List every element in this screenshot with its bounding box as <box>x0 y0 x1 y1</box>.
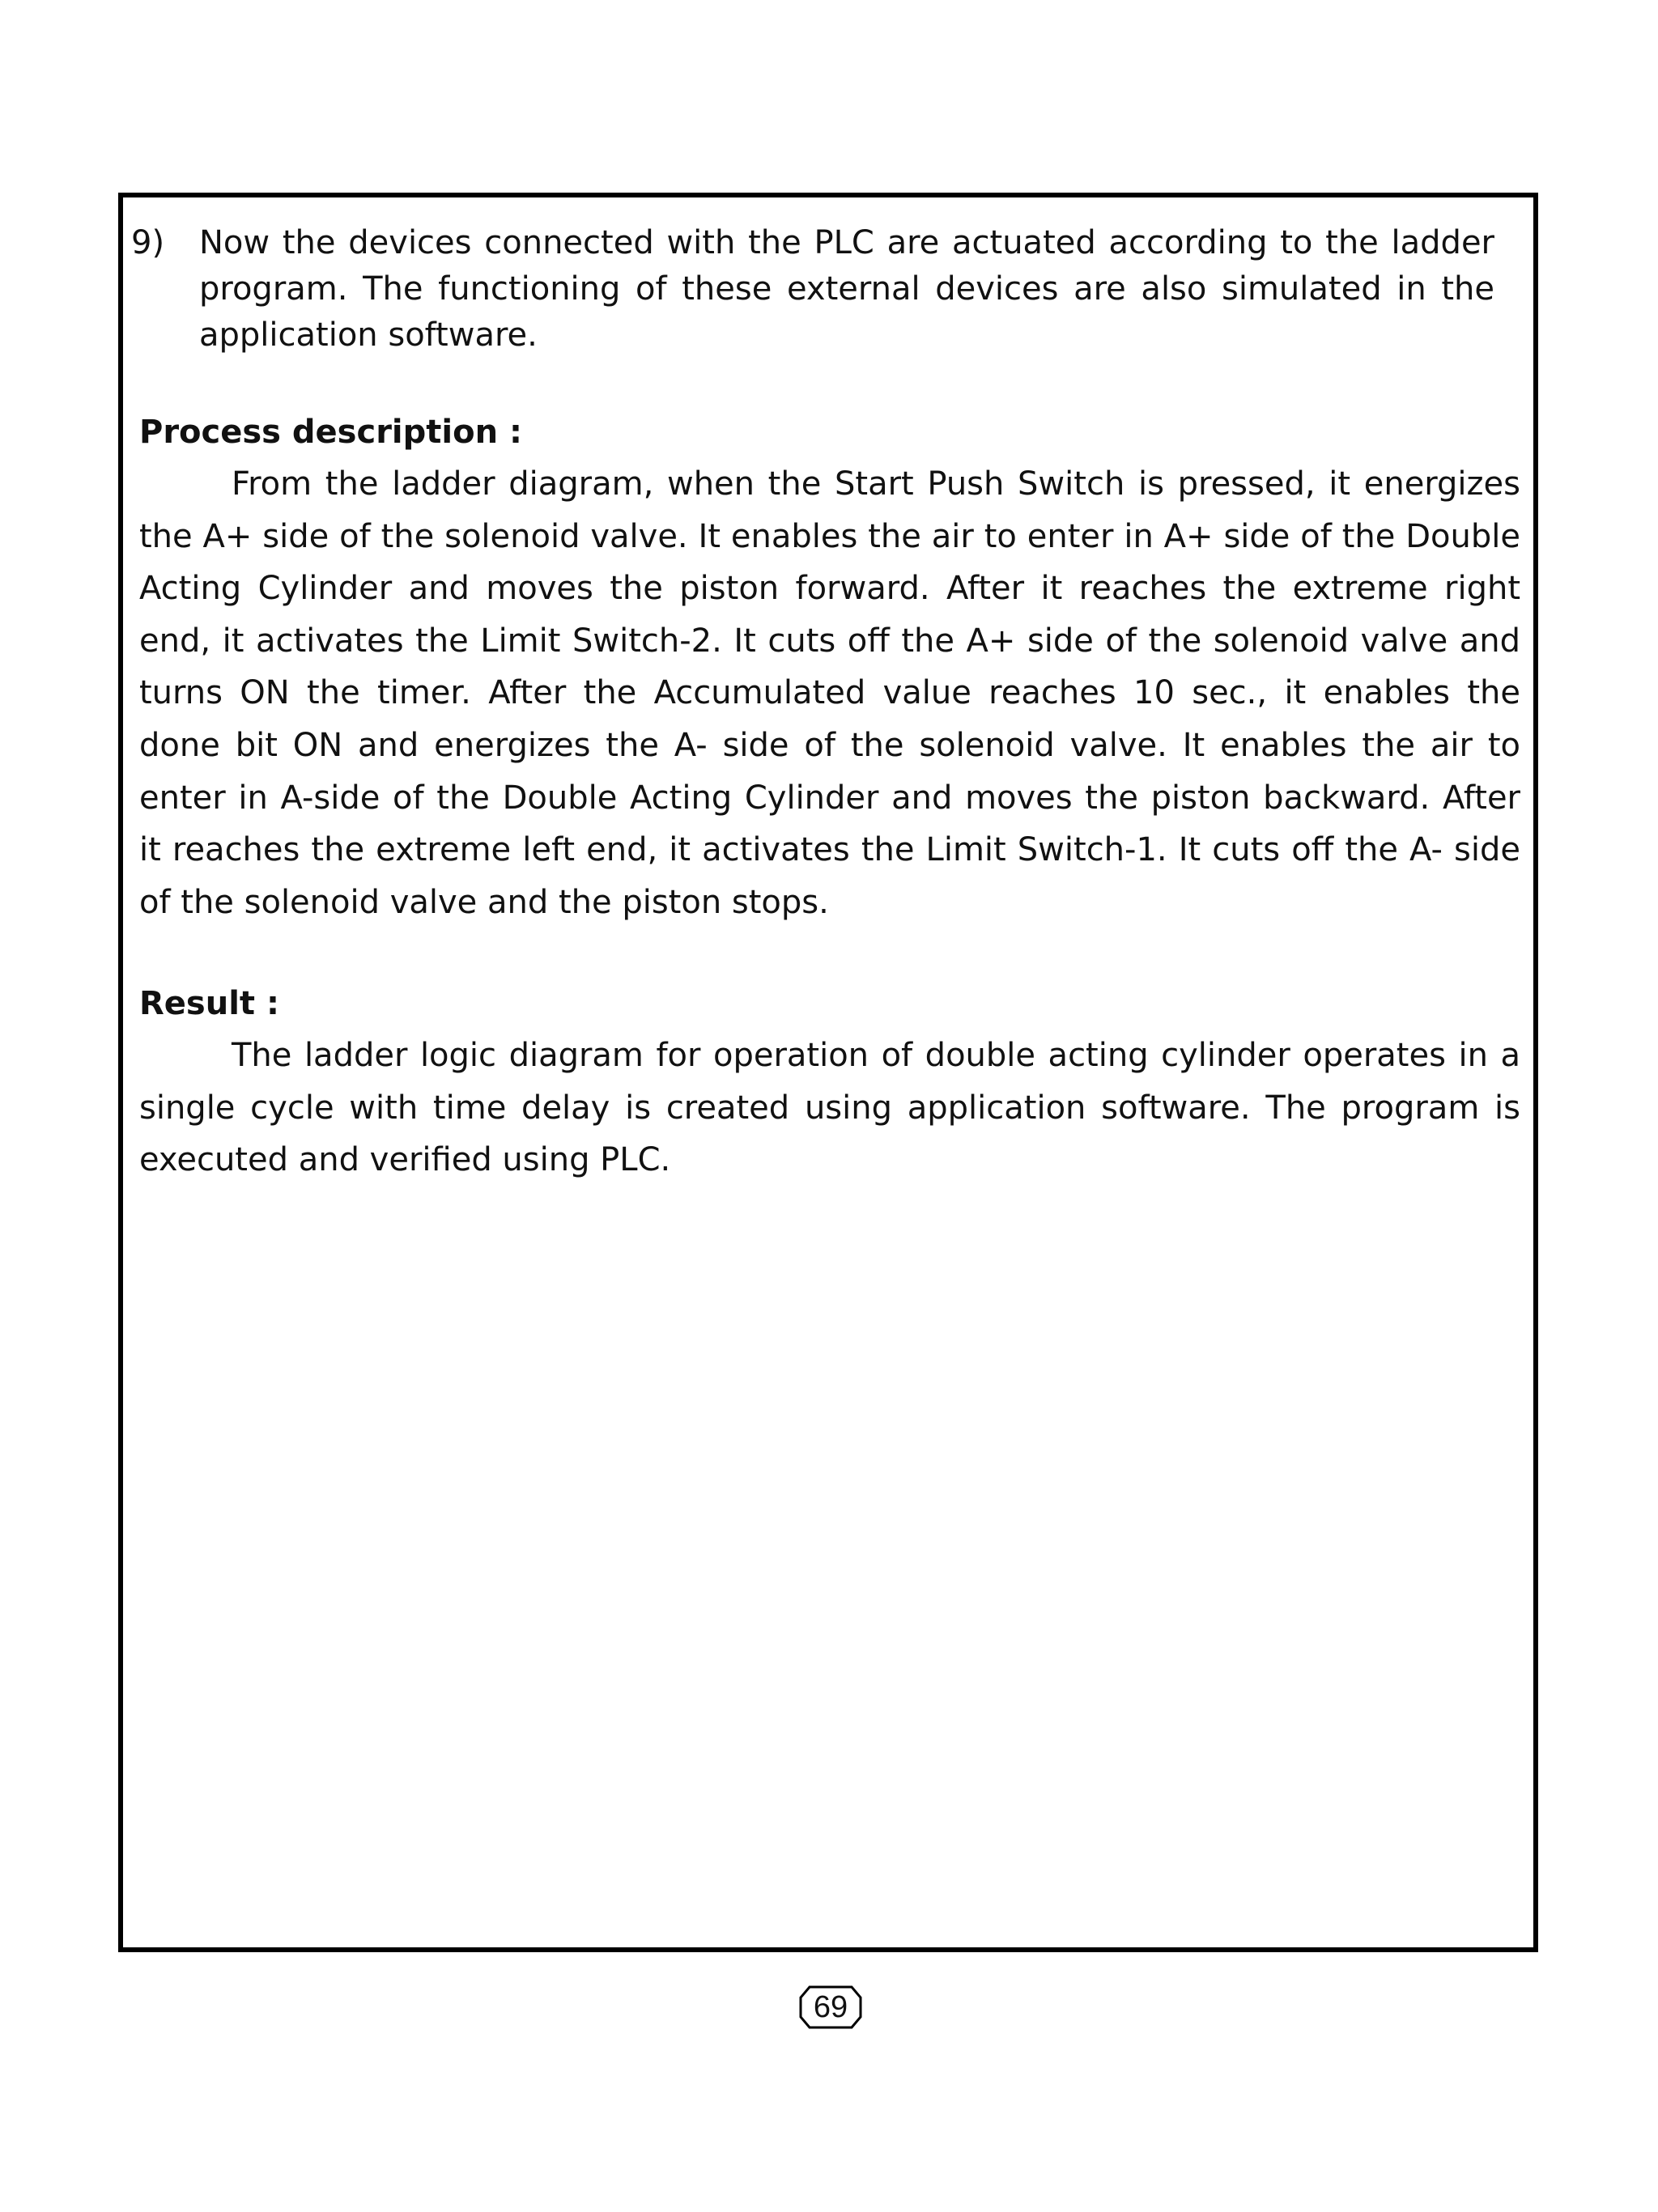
result-heading: Result : <box>139 985 279 1022</box>
step-number: 9) <box>131 224 165 261</box>
page-number-badge <box>798 1985 863 2030</box>
process-description-text: From the ladder diagram, when the Start Push Switch is pressed, it energizes the A+ side of the solenoid valve. It enables the air to enter in A+ side of the Double Acting Cylinder and moves the piston forward. After it reaches the extreme right end, it activates the Limit Switch-2. It cuts off the A+ side of the solenoid valve and turns ON the timer. After the Accumulated value reaches 10 sec., it enables the done bit ON and energizes the A- side of the solenoid valve. It enables the air to enter in A-side of the Double Acting Cylinder and moves the piston backward. After it reaches the extreme left end, it activates the Limit Switch-1. It cuts off the A- side of the solenoid valve and the piston stops. <box>139 465 1520 921</box>
result-text: The ladder logic diagram for operation of double acting cylinder operates in a single cycle with time delay is created using application software. The program is executed and verified using PLC. <box>139 1037 1520 1179</box>
page-number: 69 <box>813 1990 848 2024</box>
process-description-heading: Process description : <box>139 414 522 451</box>
step-text: Now the devices connected with the PLC are actuated according to the ladder program. The functioning of these external devices are also simulated in the application software. <box>199 224 1494 354</box>
